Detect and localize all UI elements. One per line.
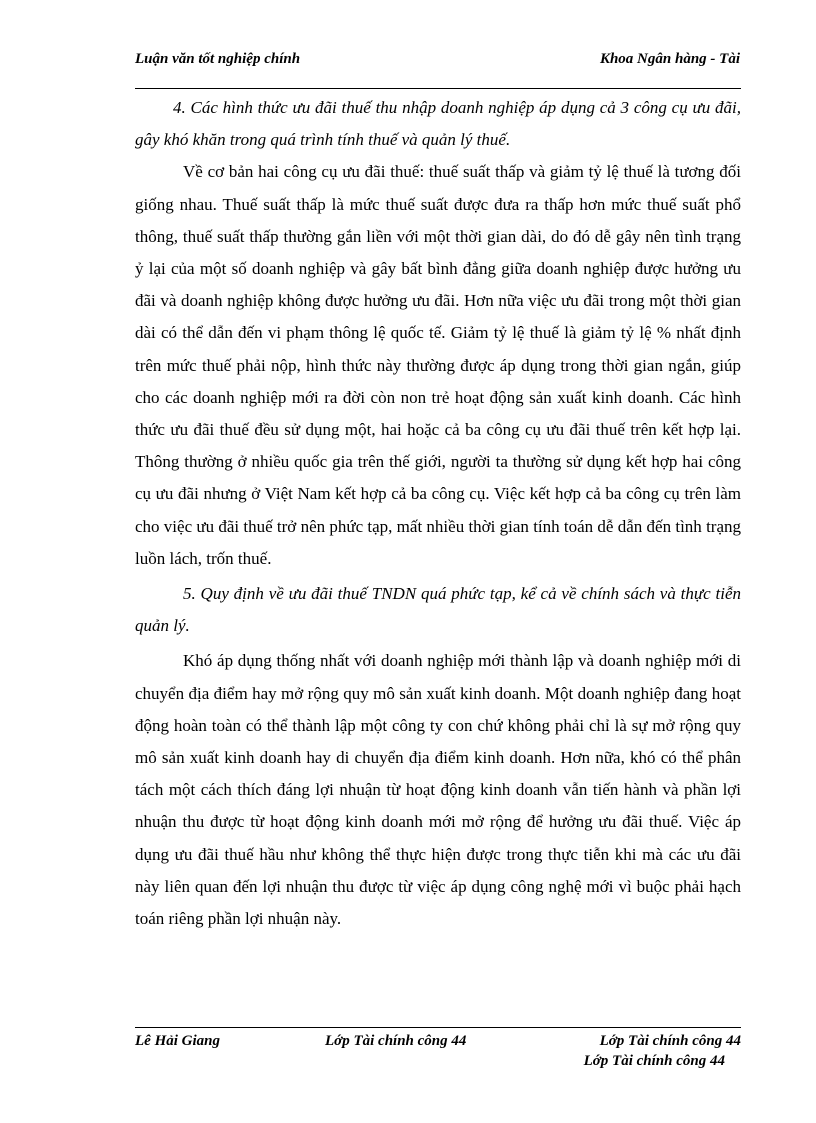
page-body: [135, 92, 741, 935]
footer-divider: [135, 1027, 741, 1028]
section-heading-5: 5. Quy định về ưu đãi thuế TNDN quá phức tạp, kể cả về chính sách và thực tiễn quản lý.: [135, 584, 741, 636]
section-heading-4: 4. Các hình thức ưu đãi thuế thu nhập doanh nghiệp áp dụng cả 3 công cụ ưu đãi, gây khó khăn trong quá trình tính thuế và quản lý thuế.: [135, 98, 741, 150]
footer-class-right: Lớp Tài chính công 44: [599, 1033, 741, 1049]
footer-class-mid: Lớp Tài chính công 44: [325, 1033, 467, 1049]
footer-author: Lê Hải Giang: [135, 1033, 220, 1049]
header-divider: [135, 88, 741, 89]
footer-class-right-repeat: Lớp Tài chính công 44: [583, 1053, 725, 1069]
header-faculty: Khoa Ngân hàng - Tài: [599, 51, 740, 67]
paragraph-application-difficulty: Khó áp dụng thống nhất với doanh nghiệp mới thành lập và doanh nghiệp mới di chuyển địa điểm hay mở rộng quy mô sản xuất kinh doanh. Một doanh nghiệp đang hoạt động hoàn toàn có thể thành lập một công ty con chứ không phải chỉ là sự mở rộng quy mô sản xuất kinh doanh hay di chuyển địa điểm kinh doanh. Hơn nữa, khó có thể phân tách một cách thích đáng lợi nhuận từ hoạt động kinh doanh vẫn tiến hành và phần lợi nhuận thu được từ hoạt động kinh doanh mới mở rộng để hưởng ưu đãi thuế. Việc áp dụng ưu đãi thuế hầu như không thể thực hiện được trong thực tiễn khi mà các ưu đãi này liên quan đến lợi nhuận thu được từ việc áp dụng công nghệ mới vì buộc phải hạch toán riêng phần lợi nhuận này.: [135, 651, 741, 929]
paragraph-tax-tools: Về cơ bản hai công cụ ưu đãi thuế: thuế suất thấp và giảm tỷ lệ thuế là tương đối giống nhau. Thuế suất thấp là mức thuế suất được đưa ra thấp hơn mức thuế suất phổ thông, thuế suất thấp thường gắn liền với một thời gian dài, do đó dễ gây nên tình trạng ỷ lại của một số doanh nghiệp và gây bất bình đẳng giữa doanh nghiệp được hưởng ưu đãi và doanh nghiệp không được hưởng ưu đãi. Hơn nữa việc ưu đãi trong một thời gian dài có thể dẫn đến vi phạm thông lệ quốc tế. Giảm tỷ lệ thuế là giảm tỷ lệ % nhất định trên mức thuế phải nộp, hình thức này thường được áp dụng trong thời gian ngắn, giúp cho các doanh nghiệp mới ra đời còn non trẻ hoạt động sản xuất kinh doanh. Các hình thức ưu đãi thuế đều sử dụng một, hai hoặc cả ba công cụ ưu đãi thuế trên kết hợp lại. Thông thường ở nhiều quốc gia trên thế giới, người ta thường sử dụng kết hợp hai công cụ ưu đãi nhưng ở Việt Nam kết hợp cả ba công cụ. Việc kết hợp cả ba công cụ trên làm cho việc ưu đãi thuế trở nên phức tạp, mất nhiều thời gian tính toán dễ dẫn đến tình trạng luồn lách, trốn thuế.: [135, 162, 741, 568]
header-thesis-title: Luận văn tốt nghiệp chính: [135, 51, 301, 67]
